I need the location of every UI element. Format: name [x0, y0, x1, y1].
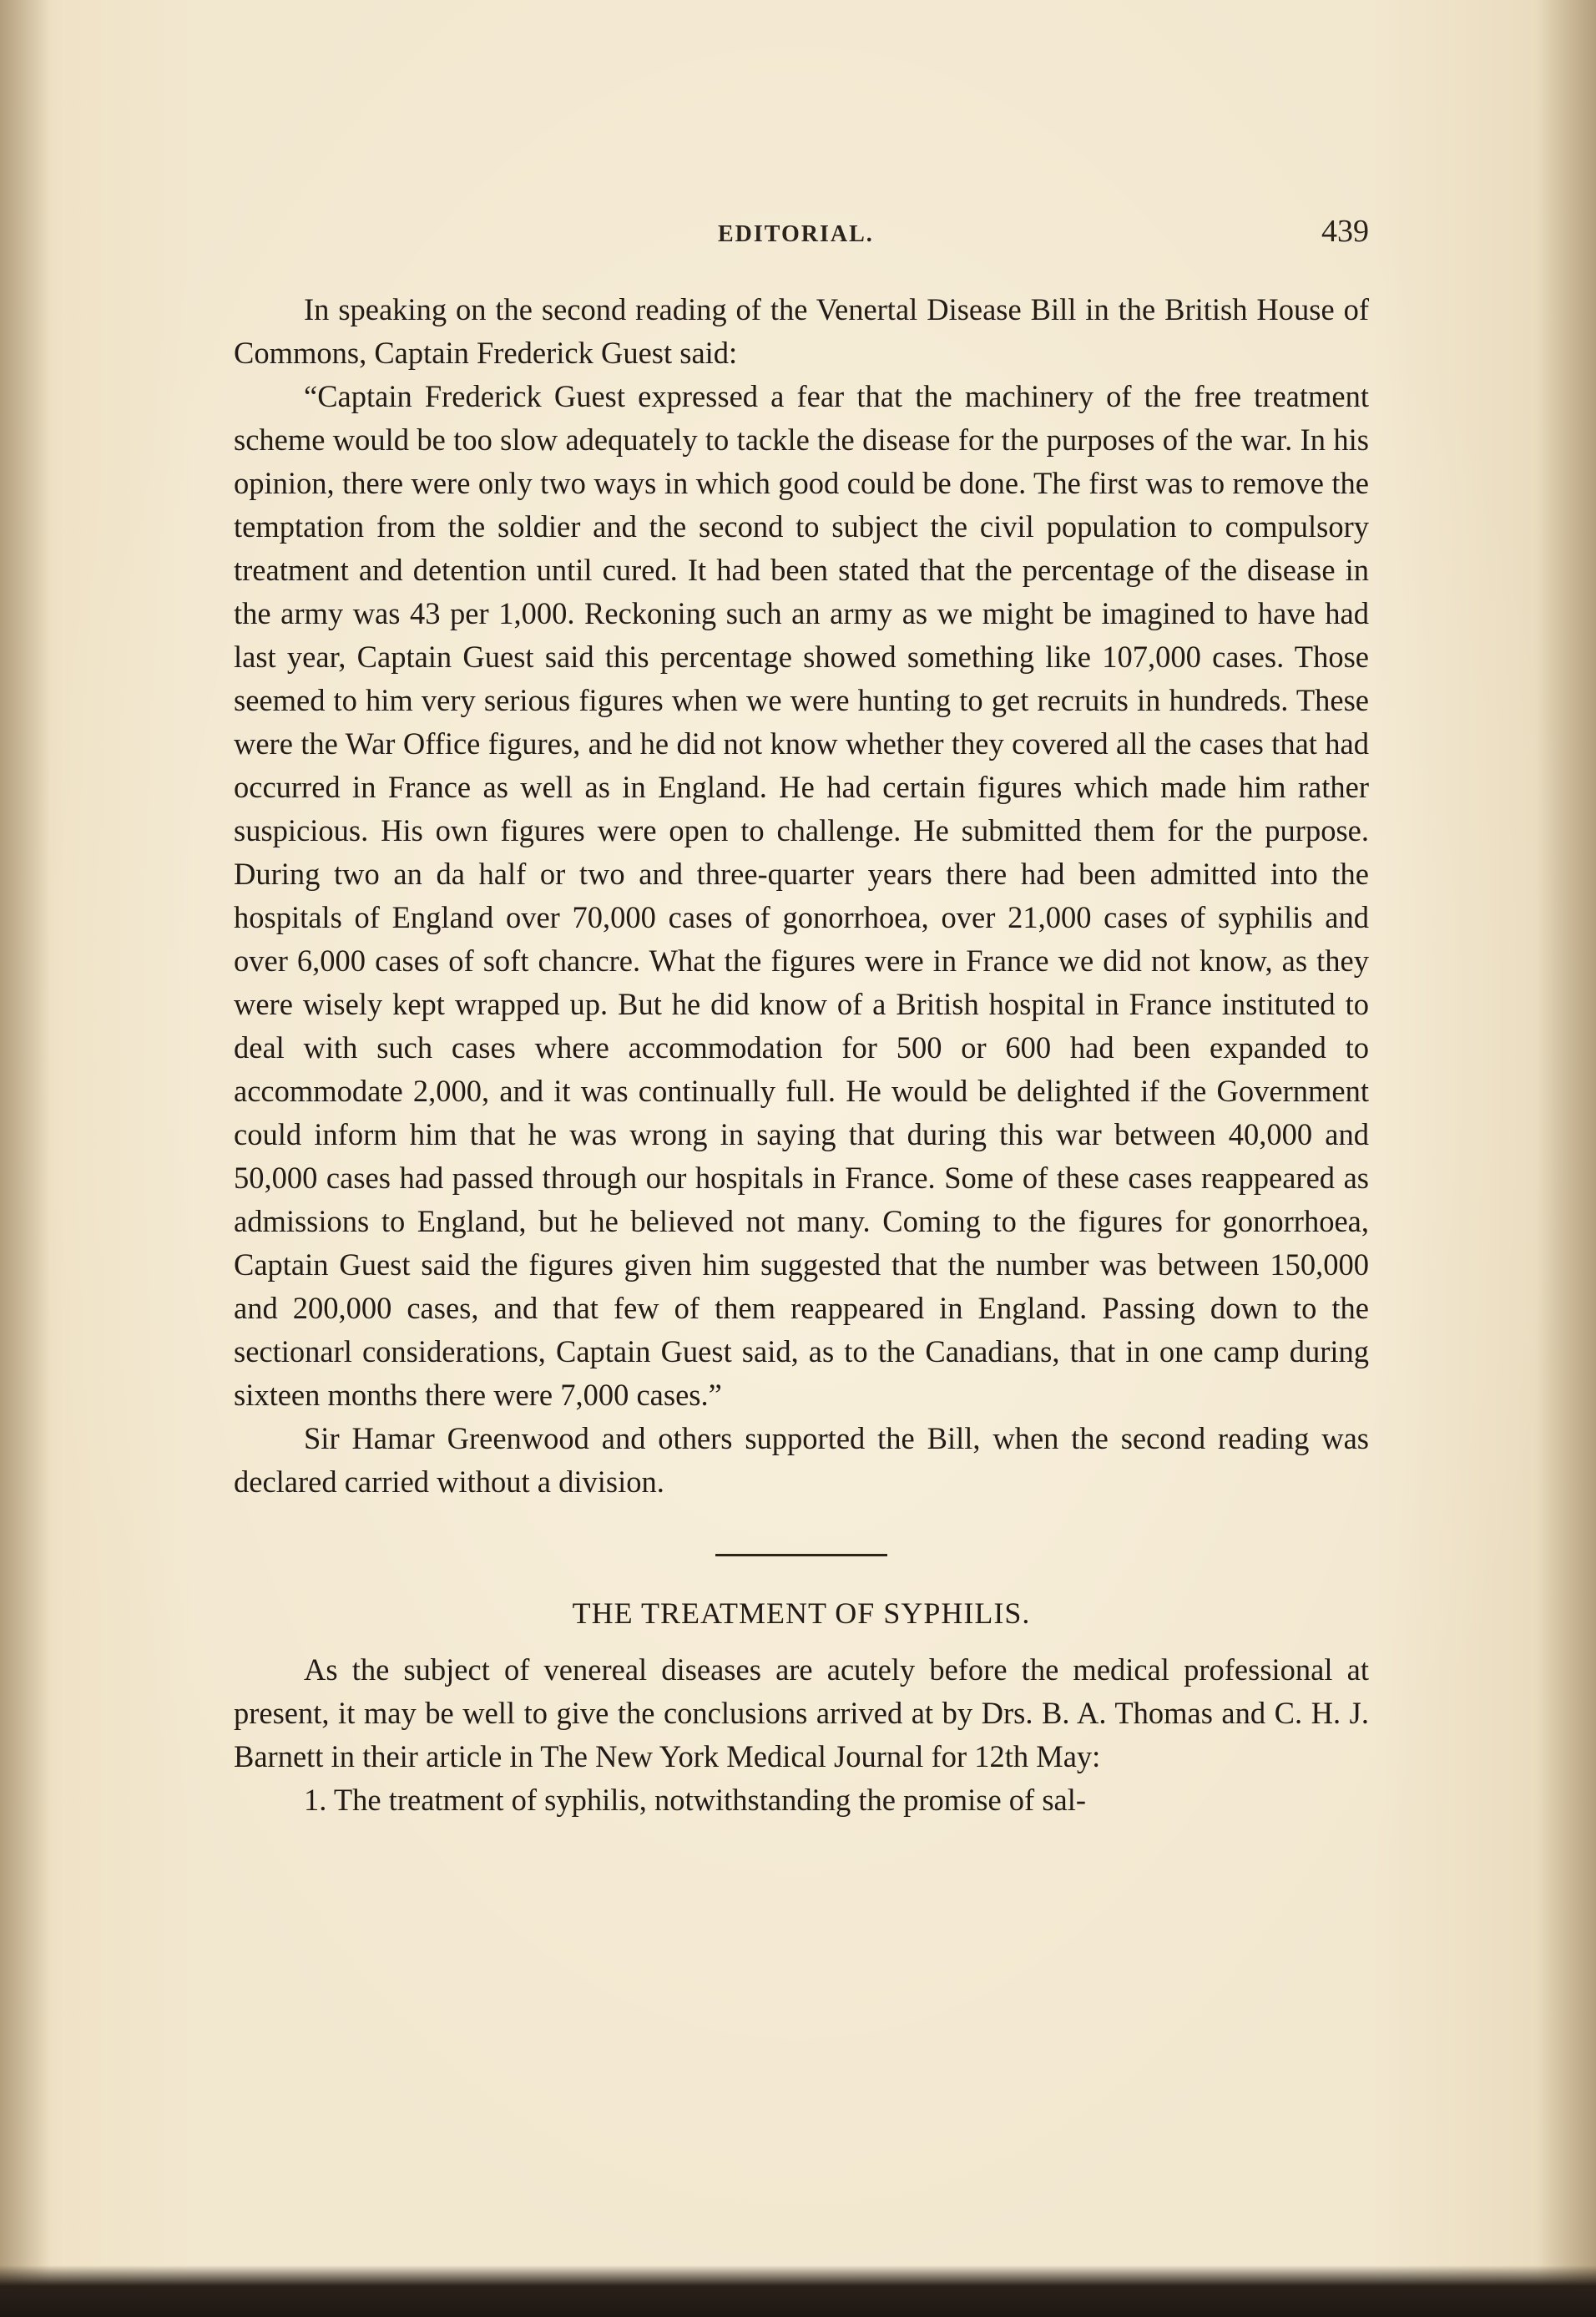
- page-header: [234, 213, 1369, 255]
- page-bottom-edge: [0, 2265, 1596, 2317]
- section-divider: [715, 1554, 887, 1556]
- binding-shadow: [0, 0, 50, 2317]
- paragraph: As the subject of venereal diseases are acutely before the medical professional at present, it may be well to give the conclusions arrived at by Drs. B. A. Thomas and C. H. J. Barnett in their article in The New York Medical Journal for 12th May:: [234, 1652, 1369, 1773]
- paragraph: “Captain Frederick Guest expressed a fear that the machinery of the free treatment scheme would be too slow adequately to tackle the disease for the purposes of the war. In his opinion, there were only two ways in which good could be done. The first was to remove the temptation from the soldier and the second to subject the civil population to compulsory treatment and detention until cured. It had been stated that the percentage of the disease in the army was 43 per 1,000. Reckoning such an army as we might be imagined to have had last year, Captain Guest said this percentage showed something like 107,000 cases. Those seemed to him very serious figures when we were hunting to get recruits in hundreds. These were the War Office figures, and he did not know whether they covered all the cases that had occurred in France as well as in England. He had certain figures which made him rather suspicious. His own figures were open to challenge. He submitted them for the purpose. During two an da half or two and three-quarter years there had been admitted into the hospitals of England over 70,000 cases of gonorrhoea, over 21,000 cases of syphilis and over 6,000 cases of soft chancre. What the figures were in France we did not know, as they were wisely kept wrapped up. But he did know of a British hospital in France instituted to deal with such cases where accommodation for 500 or 600 had been expanded to accommodate 2,000, and it was continually full. He would be delighted if the Government could inform him that he was wrong in saying that during this war between 40,000 and 50,000 cases had passed through our hospitals in France. Some of these cases reappeared as admissions to England, but he believed not many. Coming to the figures for gonorrhoea, Captain Guest said the figures given him suggested that the number was between 150,000 and 200,000 cases, and that few of them reappeared in England. Passing down to the sectionarl considerations, Captain Guest said, as to the Canadians, that in one camp during sixteen months there were 7,000 cases.”: [234, 379, 1369, 1412]
- section-heading: THE TREATMENT OF SYPHILIS.: [572, 1596, 1031, 1630]
- paragraph: 1. The treatment of syphilis, notwithstanding the promise of sal-: [304, 1783, 1087, 1817]
- paragraph: In speaking on the second reading of the Venertal Disease Bill in the British House of Commons, Captain Frederick Guest said:: [234, 292, 1369, 370]
- editorial-text: [234, 288, 1369, 1822]
- page-number: 439: [1321, 214, 1369, 249]
- paragraph: Sir Hamar Greenwood and others supported the Bill, when the second reading was declared carried without a division.: [234, 1421, 1369, 1499]
- running-head: EDITORIAL.: [718, 221, 874, 247]
- page-edge-shadow: [1538, 0, 1596, 2317]
